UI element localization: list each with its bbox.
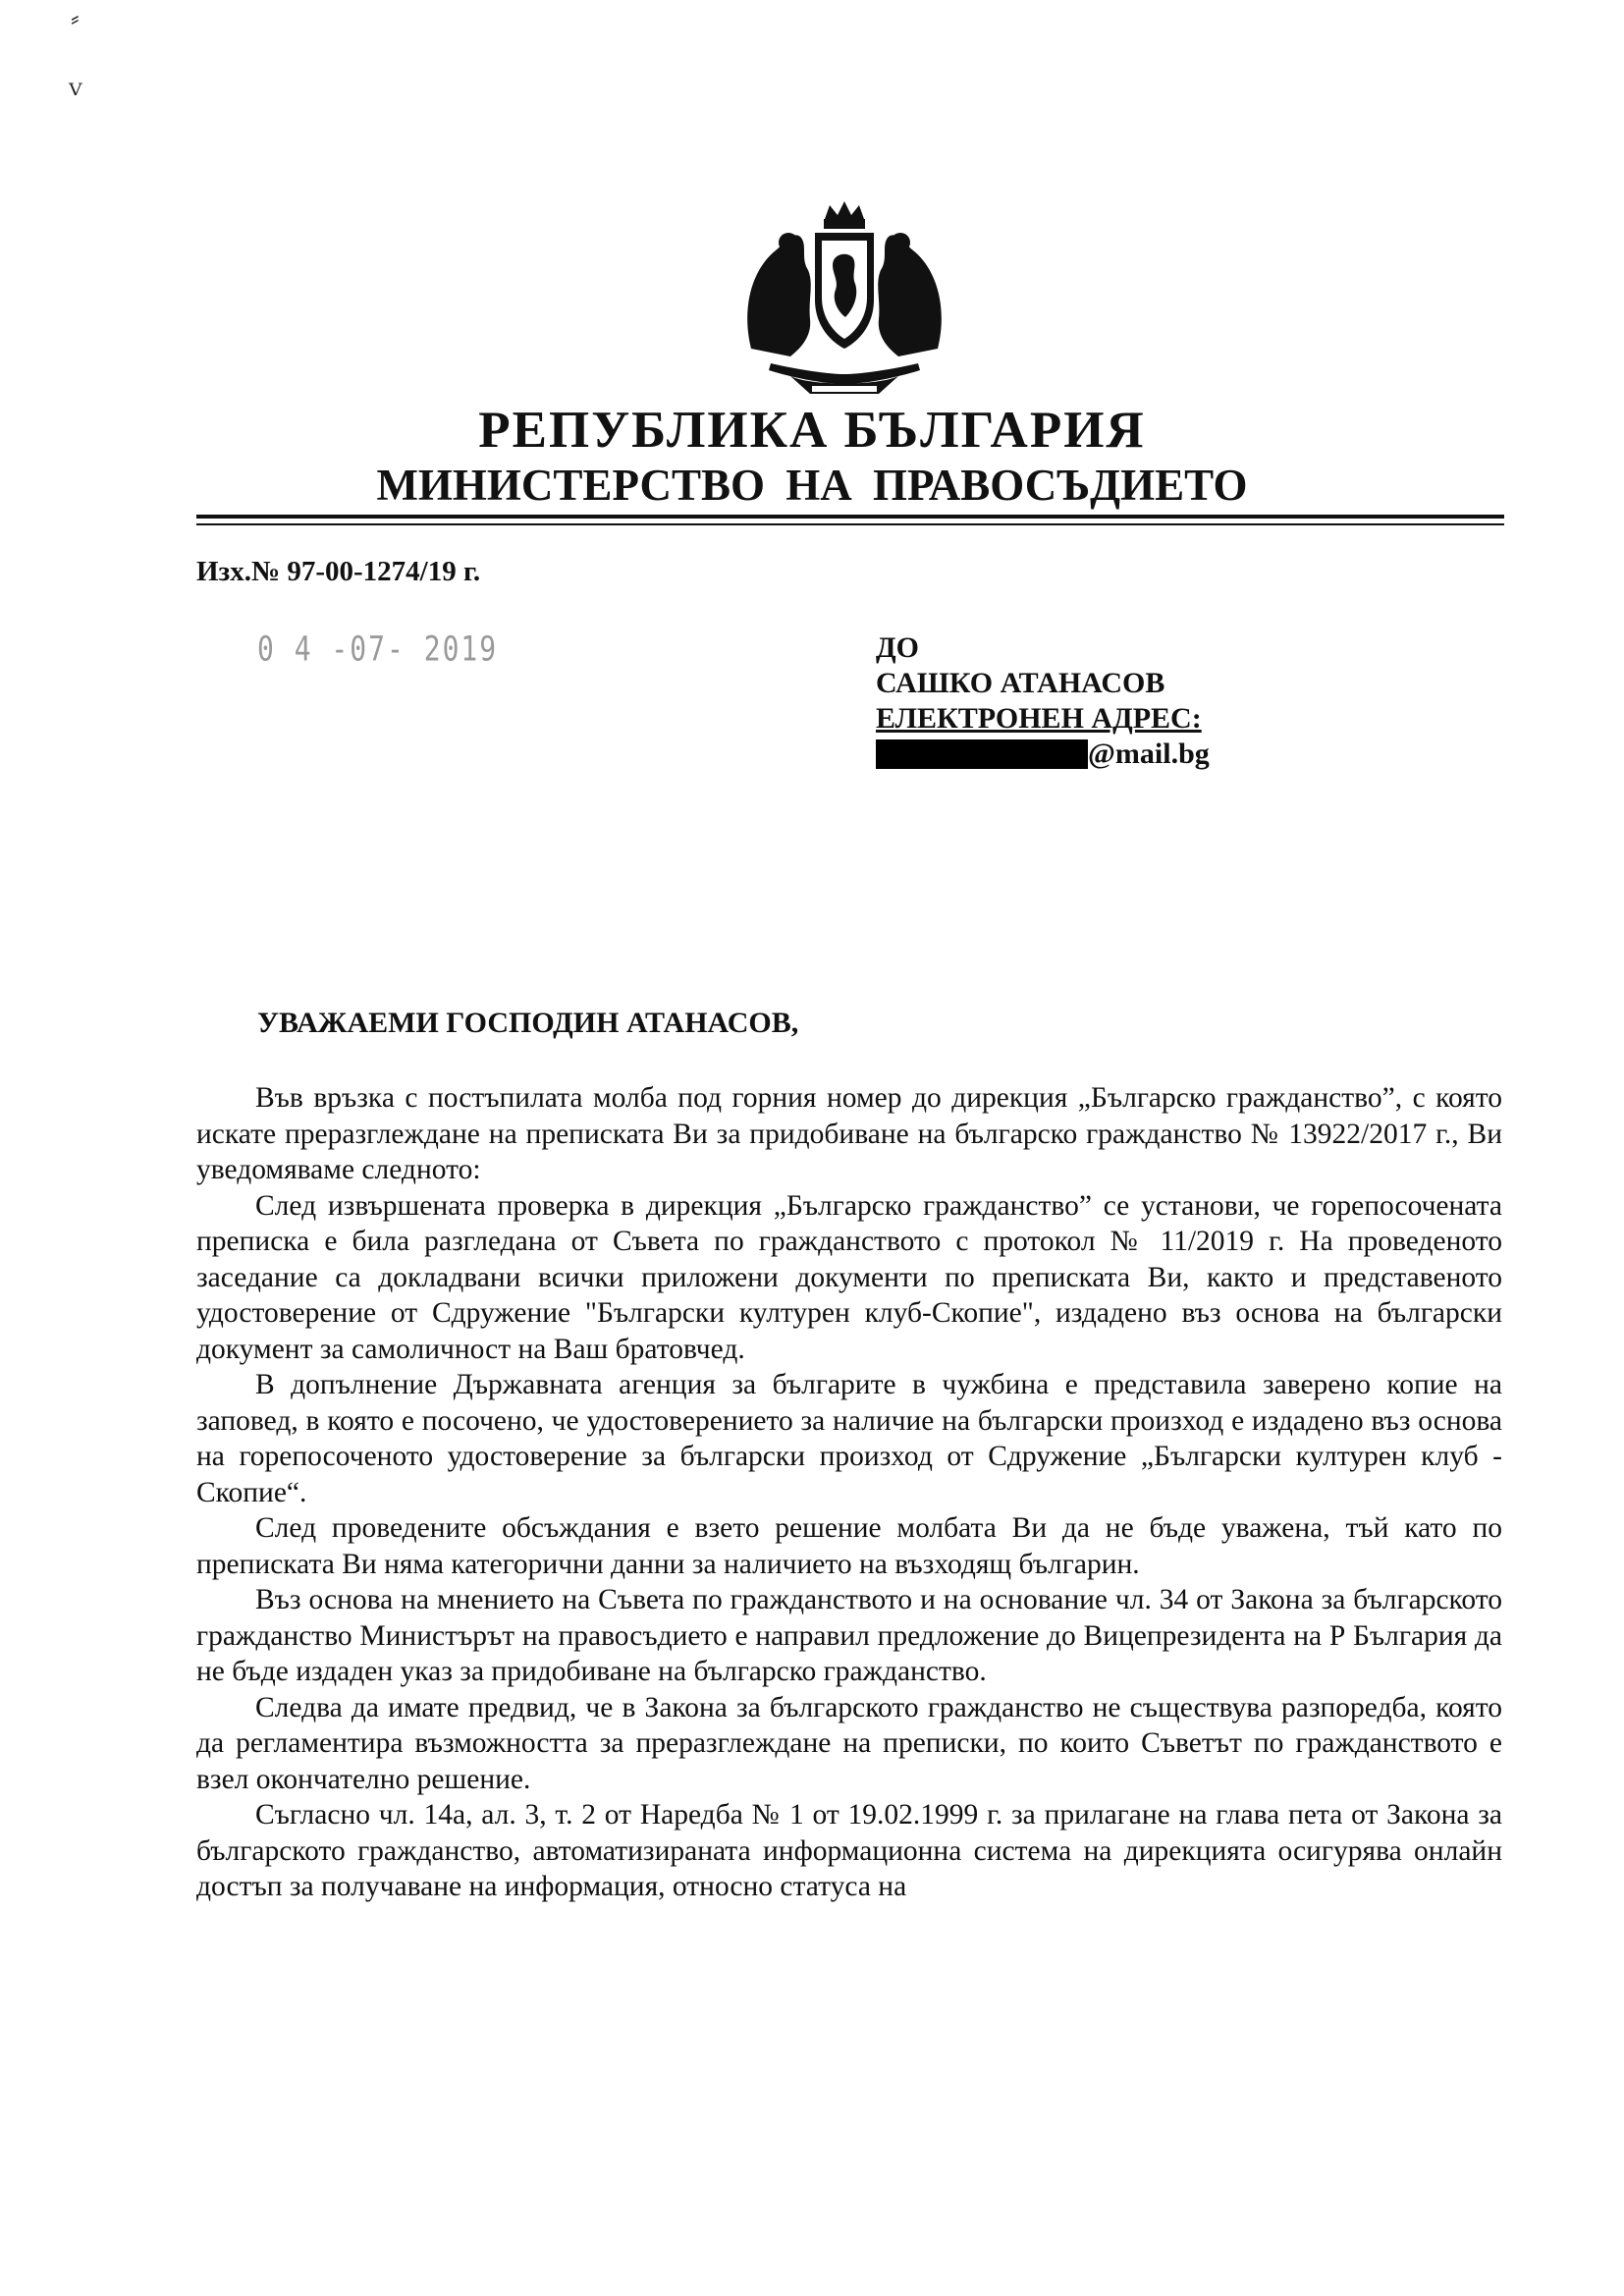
body-paragraph: След проведените обсъждания е взето решение молбата Ви да не бъде уважена, тъй като по преписката Ви няма категорични данни за наличието на възходящ българин. bbox=[196, 1512, 1502, 1580]
outgoing-reference-number: Изх.№ 97-00-1274/19 г. bbox=[196, 556, 481, 587]
addressee-to: ДО bbox=[876, 631, 919, 664]
body-paragraph: Следва да имате предвид, че в Закона за българското гражданство не съществува разпоредба, която да регламентира възможността за преразглеждане на преписки, по които Съветът по гражданството е взел окончателно решение. bbox=[196, 1691, 1502, 1795]
header-divider bbox=[196, 515, 1504, 519]
scan-artifact-mark: ⱽ bbox=[69, 80, 82, 112]
body-paragraph: Въз основа на мнението на Съвета по гражданството и на основание чл. 34 от Закона за българското гражданство Министърът на правосъдието е направил предложение до Вицепрезидента на Р България да не бъде издаден указ за придобиване на българско гражданство. bbox=[196, 1584, 1502, 1687]
header-divider bbox=[196, 523, 1504, 525]
body-paragraph: В допълнение Държавната агенция за българите в чужбина е представила заверено копие на заповед, в която е посочено, че удостоверението за наличие на български произход е издадено въз основа на горепосоченото удостоверение за български произход от Сдружение „Български културен клуб - Скопие“. bbox=[196, 1369, 1502, 1508]
addressee-block bbox=[876, 630, 1210, 772]
ministry-title: МИНИСТЕРСТВО НА ПРАВОСЪДИЕТО bbox=[376, 461, 1248, 510]
email-domain: @mail.bg bbox=[1088, 738, 1210, 770]
salutation: УВАЖАЕМИ ГОСПОДИН АТАНАСОВ, bbox=[257, 1007, 799, 1039]
date-stamp: 0 4 -07- 2019 bbox=[257, 628, 499, 670]
redacted-block bbox=[876, 739, 1088, 769]
addressee-name: САШКО АТАНАСОВ bbox=[876, 667, 1165, 699]
body-paragraph: След извършената проверка в дирекция „Българско гражданство” се установи, че горепосочената преписка е била разгледана от Съвета по гражданството с протокол № 11/2019 г. На проведеното заседание са докладвани всички приложени документи по преписката Ви, както и представеното удостоверение от Сдружение "Български културен клуб-Скопие", издадено въз основа на български документ за самоличност на Ваш братовчед. bbox=[196, 1189, 1502, 1365]
letter-body bbox=[196, 1080, 1502, 1905]
email-address bbox=[876, 737, 1210, 772]
bulgarian-coat-of-arms-icon bbox=[731, 201, 957, 398]
body-paragraph: Във връзка с постъпилата молба под горния номер до дирекция „Българско гражданство”, с която искате преразглеждане на преписката Ви за придобиване на българско гражданство № 13922/2017 г., Ви уведомяваме следното: bbox=[196, 1082, 1502, 1185]
scan-artifact-mark: ⸗ bbox=[71, 4, 80, 32]
email-label: ЕЛЕКТРОНЕН АДРЕС: bbox=[876, 702, 1202, 735]
body-paragraph: Съгласно чл. 14а, ал. 3, т. 2 от Наредба № 1 от 19.02.1999 г. за прилагане на глава пета от Закона за българското гражданство, автоматизираната информационна система на дирекцията осигурява онлайн достъп за получаване на информация, относно статуса на bbox=[196, 1799, 1502, 1902]
country-title: РЕПУБЛИКА БЪЛГАРИЯ bbox=[478, 402, 1146, 459]
